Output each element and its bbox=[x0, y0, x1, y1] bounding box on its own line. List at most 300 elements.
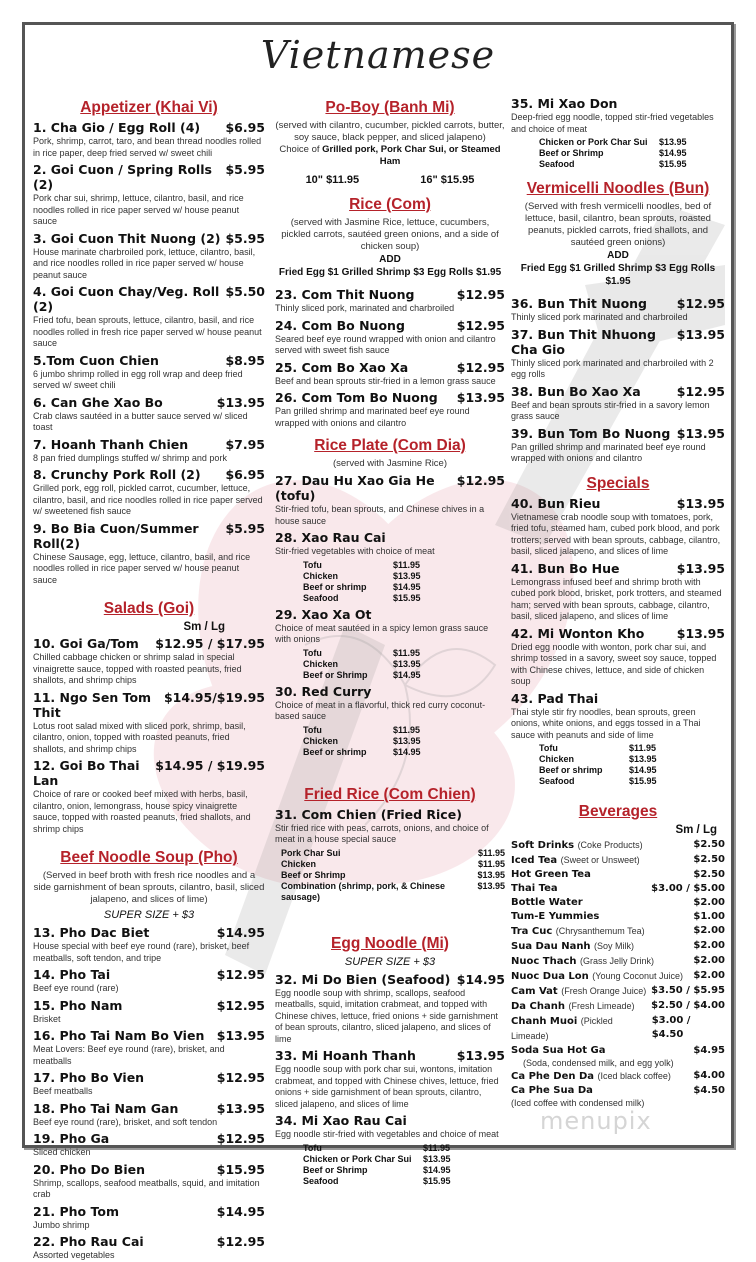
item-price: $13.95 bbox=[676, 495, 725, 511]
item-header bbox=[511, 496, 725, 511]
beverage-row bbox=[511, 969, 725, 984]
item-options bbox=[303, 648, 505, 681]
item-price: $12.95 bbox=[456, 287, 505, 302]
beverage-price: $4.00 bbox=[693, 1070, 725, 1081]
pho-super-size: SUPER SIZE + $3 bbox=[103, 909, 195, 921]
option-price: $15.95 bbox=[393, 592, 421, 603]
pho-list bbox=[33, 925, 265, 1262]
item-name: 5.Tom Cuon Chien bbox=[33, 352, 159, 368]
item-price: $12.95 bbox=[676, 296, 725, 311]
option-name: Beef or shrimp bbox=[539, 765, 603, 775]
beverage-name bbox=[511, 984, 646, 999]
menu-item bbox=[33, 998, 265, 1026]
menu-item bbox=[33, 1234, 265, 1262]
option-row bbox=[303, 736, 505, 747]
option-row bbox=[539, 743, 725, 754]
menu-item bbox=[33, 1070, 265, 1098]
rice-list bbox=[275, 287, 505, 429]
item-header bbox=[33, 925, 265, 940]
item-header bbox=[33, 1234, 265, 1249]
item-description: Shrimp, scallops, seafood meatballs, squid, and imitation crab bbox=[33, 1177, 260, 1199]
beverages-heading: Beverages bbox=[578, 803, 658, 820]
item-header bbox=[275, 1113, 505, 1128]
item-header bbox=[33, 437, 265, 452]
beverage-name bbox=[511, 1014, 652, 1044]
beverage-label: Chanh Muoi bbox=[511, 1016, 578, 1027]
item-options bbox=[539, 743, 725, 787]
menupix-watermark: menupix bbox=[540, 1107, 652, 1135]
egg-noodle-heading: Egg Noodle (Mi) bbox=[331, 934, 449, 952]
option-price: $14.95 bbox=[423, 1164, 451, 1175]
beverage-row bbox=[511, 984, 725, 999]
rice-plate-list bbox=[275, 473, 505, 758]
beverage-label: Ca Phe Den Da bbox=[511, 1071, 595, 1082]
option-price: $11.95 bbox=[393, 559, 421, 570]
item-price: $5.50 bbox=[225, 284, 265, 299]
poboy-size-10: 10" $11.95 bbox=[305, 174, 360, 186]
menu-item bbox=[275, 473, 505, 527]
item-price: $13.95 bbox=[216, 394, 265, 410]
option-price: $11.95 bbox=[393, 724, 421, 735]
poboy-note: (served with cilantro, cucumber, pickled carrots, butter, soy sauce, black pepper, and sliced jalapeno) bbox=[275, 120, 505, 143]
item-price: $6.95 bbox=[225, 120, 265, 135]
item-header bbox=[33, 1162, 265, 1177]
beverage-label: Soda Sua Hot Ga bbox=[511, 1045, 606, 1056]
option-price: $14.95 bbox=[393, 746, 421, 757]
item-price: $13.95 bbox=[676, 625, 725, 641]
option-row bbox=[281, 881, 505, 903]
menu-item bbox=[33, 162, 265, 228]
item-description: Thinly sliced pork marinated and charbroiled bbox=[511, 312, 688, 322]
menu-title: Vietnamese bbox=[260, 33, 496, 77]
item-description: Choice of rare or cooked beef mixed with herbs, basil, cilantro, onion, lemongrass, house spicy vinaigrette sauce, topped with roasted peanuts, fried shallots, and shrimp chips bbox=[33, 789, 251, 834]
menu-item bbox=[511, 96, 725, 170]
menu-item bbox=[33, 1101, 265, 1129]
beverage-price: $1.00 bbox=[693, 911, 725, 922]
item-description: 8 pan fried dumplings stuffed w/ shrimp and pork bbox=[33, 452, 227, 463]
item-name: 29. Xao Xa Ot bbox=[275, 606, 372, 622]
beverage-name bbox=[511, 838, 643, 853]
menu-item bbox=[275, 684, 505, 758]
beverage-row bbox=[511, 868, 725, 882]
menu-item bbox=[33, 636, 265, 687]
beverage-label: Sua Dau Nanh bbox=[511, 941, 591, 952]
item-description: Seared beef eye round wrapped with onion and cilantro served with sweet fish sauce bbox=[275, 333, 496, 355]
item-header bbox=[275, 360, 505, 375]
beverage-price: $2.00 bbox=[693, 940, 725, 951]
beverage-name bbox=[511, 939, 634, 954]
item-price: $15.95 bbox=[216, 1161, 265, 1177]
beverage-price: $2.50 / $4.00 bbox=[651, 1000, 725, 1011]
beverage-label: Soft Drinks bbox=[511, 840, 575, 851]
beverage-price: $2.00 bbox=[693, 955, 725, 966]
option-name: Combination (shrimp, pork, & Chinese sausage) bbox=[281, 880, 446, 902]
option-row bbox=[303, 1176, 505, 1187]
beverage-subtitle: (Sweet or Unsweet) bbox=[560, 855, 640, 865]
beverage-name bbox=[511, 1084, 593, 1098]
option-price: $13.95 bbox=[393, 570, 421, 581]
item-description: Stir-fried tofu, bean sprouts, and Chinese chives in a house sauce bbox=[275, 504, 485, 526]
option-price: $11.95 bbox=[477, 847, 505, 858]
item-header bbox=[275, 530, 505, 545]
item-name: 14. Pho Tai bbox=[33, 967, 111, 982]
menu-item bbox=[33, 690, 265, 756]
option-row bbox=[303, 725, 505, 736]
item-header bbox=[511, 384, 725, 399]
item-header bbox=[33, 1204, 265, 1219]
poboy-choice-prefix: Choice of bbox=[279, 144, 323, 155]
option-name: Beef or Shrimp bbox=[303, 1164, 368, 1175]
item-price: $5.95 bbox=[225, 162, 265, 177]
vermicelli-add-label: ADD bbox=[607, 250, 629, 261]
item-description: Jumbo shrimp bbox=[33, 1219, 90, 1230]
vermicelli-list bbox=[511, 296, 725, 465]
item-description: Beef and bean sprouts stir-fried in a savory lemon grass sauce bbox=[511, 399, 710, 421]
item-name: 27. Dau Hu Xao Gia He (tofu) bbox=[275, 473, 435, 503]
beverage-subtitle: (Soy Milk) bbox=[594, 941, 635, 951]
item-price: $12.95 bbox=[456, 317, 505, 333]
beverage-row bbox=[511, 910, 725, 924]
item-description: Pan grilled shrimp and marinated beef eye round wrapped with onions and cilantro bbox=[275, 406, 470, 428]
item-header bbox=[33, 1028, 265, 1043]
option-price: $11.95 bbox=[629, 743, 657, 753]
option-name: Beef or Shrimp bbox=[303, 669, 368, 680]
option-row bbox=[539, 776, 725, 787]
option-row bbox=[303, 593, 505, 604]
menu-item bbox=[33, 395, 265, 434]
item-name: 4. Goi Cuon Chay/Veg. Roll (2) bbox=[33, 284, 220, 314]
item-name: 17. Pho Bo Vien bbox=[33, 1070, 145, 1085]
poboy-size-16: 16" $15.95 bbox=[420, 174, 475, 186]
menu-item bbox=[275, 1113, 505, 1187]
item-description: Egg noodle soup with shrimp, scallops, seafood meatballs, squid, imitation crabmeat, and topped with Chinese chives, lettuce, fried onions + side garnishment of bean sprouts, cilantro, sliced jalapeno, and slices of lime bbox=[275, 987, 498, 1044]
column-middle bbox=[275, 93, 505, 1187]
item-name: 9. Bo Bia Cuon/Summer Roll(2) bbox=[33, 520, 199, 551]
item-name: 39. Bun Tom Bo Nuong bbox=[511, 425, 671, 441]
item-header bbox=[511, 561, 725, 576]
item-header bbox=[33, 636, 265, 651]
option-price: $13.95 bbox=[629, 754, 657, 764]
option-row bbox=[303, 571, 505, 582]
item-description: Egg noodle soup with pork char sui, wontons, imitation crabmeat, and topped with Chinese chives, lettuce, fried onions + side garnishment of bean sprouts, cilantro, sliced jalapeno, and slices of lime bbox=[275, 1064, 499, 1109]
item-name: 21. Pho Tom bbox=[33, 1203, 119, 1219]
item-header bbox=[275, 607, 505, 622]
item-description: Thai style stir fry noodles, bean sprouts, green onions, white onions, and eggs tossed in a Thai sauce with peanuts and side of lime bbox=[511, 706, 701, 740]
item-price: $14.95 bbox=[216, 1203, 265, 1219]
item-name: 25. Com Bo Xao Xa bbox=[275, 359, 409, 375]
menu-item bbox=[275, 530, 505, 604]
option-row bbox=[303, 560, 505, 571]
item-name: 33. Mi Hoanh Thanh bbox=[275, 1048, 416, 1063]
menu-item bbox=[511, 426, 725, 465]
beverage-label: Da Chanh bbox=[511, 1001, 565, 1012]
option-name: Tofu bbox=[303, 559, 322, 570]
beverage-row bbox=[511, 1044, 725, 1058]
item-price: $14.95 bbox=[456, 971, 505, 987]
option-name: Tofu bbox=[303, 1142, 322, 1153]
option-name: Tofu bbox=[303, 647, 322, 658]
item-price: $12.95 / $17.95 bbox=[155, 636, 265, 651]
vermicelli-heading: Vermicelli Noodles (Bun) bbox=[526, 180, 710, 197]
item-price: $13.95 bbox=[456, 1048, 505, 1063]
beverage-label: Thai Tea bbox=[511, 883, 558, 894]
beverage-price: $2.00 bbox=[693, 970, 725, 981]
option-price: $13.95 bbox=[477, 869, 505, 880]
item-description: House marinate charbroiled pork, lettuce, cilantro, basil, and rice noodles rolled in rice paper served w/ house peanut sauce bbox=[33, 246, 256, 280]
item-header bbox=[33, 395, 265, 410]
option-price: $13.95 bbox=[477, 880, 505, 891]
option-price: $14.95 bbox=[629, 765, 657, 775]
item-price: $14.95/$19.95 bbox=[163, 689, 265, 705]
item-description: Assorted vegetables bbox=[33, 1250, 115, 1260]
rice-add-label: ADD bbox=[379, 254, 401, 265]
menu-item bbox=[33, 353, 265, 392]
item-header bbox=[33, 967, 265, 982]
item-name: 16. Pho Tai Nam Bo Vien bbox=[33, 1028, 205, 1043]
item-description: House special with beef eye round (rare), brisket, beef meatballs, soft tendon, and tripe bbox=[33, 941, 250, 963]
menu-item bbox=[33, 925, 265, 964]
option-name: Beef or shrimp bbox=[303, 581, 367, 592]
menu-item bbox=[511, 561, 725, 623]
menu-item bbox=[275, 360, 505, 388]
item-name: 28. Xao Rau Cai bbox=[275, 530, 386, 545]
item-header bbox=[511, 296, 725, 311]
beverage-row bbox=[511, 838, 725, 853]
menu-item bbox=[511, 296, 725, 324]
option-row bbox=[539, 754, 725, 765]
beverage-label: Ca Phe Sua Da bbox=[511, 1085, 593, 1096]
item-description: Pork char sui, shrimp, lettuce, cilantro, basil, and rice noodles rolled in rice paper served w/ house peanut sauce bbox=[33, 193, 244, 226]
specials-list bbox=[511, 496, 725, 788]
item-header bbox=[275, 684, 505, 699]
option-row bbox=[303, 648, 505, 659]
menu-item bbox=[511, 691, 725, 788]
option-name: Chicken or Pork Char Sui bbox=[303, 1153, 412, 1164]
menu-item bbox=[33, 758, 265, 835]
item-description: Pork, shrimp, carrot, taro, and bean thread noodles rolled in rice paper, deep fried served w/ sweet chili bbox=[33, 136, 262, 158]
item-header bbox=[33, 521, 265, 551]
beverage-label: Tra Cuc bbox=[511, 926, 553, 937]
option-name: Pork Char Sui bbox=[281, 847, 341, 858]
option-price: $14.95 bbox=[659, 148, 687, 158]
egg-noodle-list bbox=[275, 972, 505, 1187]
beverages-size-header: Sm / Lg bbox=[675, 824, 717, 836]
item-name: 3. Goi Cuon Thit Nuong (2) bbox=[33, 230, 221, 246]
item-price: $12.95 bbox=[456, 473, 505, 488]
item-description: 6 jumbo shrimp rolled in egg roll wrap and deep fried served w/ sweet chili bbox=[33, 368, 243, 390]
beverage-subtitle: (Chrysanthemum Tea) bbox=[555, 926, 645, 936]
item-description: Chinese Sausage, egg, lettuce, cilantro, basil, and rice noodles rolled in rice paper served w/ house peanut sauce bbox=[33, 551, 251, 585]
item-header bbox=[275, 1048, 505, 1063]
item-header bbox=[511, 96, 725, 111]
menu-item bbox=[33, 284, 265, 350]
option-price: $15.95 bbox=[423, 1175, 451, 1186]
item-price: $12.95 bbox=[676, 383, 725, 399]
beverage-name bbox=[511, 1044, 605, 1058]
item-name: 2. Goi Cuon / Spring Rolls (2) bbox=[33, 162, 212, 192]
vermicelli-add-items: Fried Egg $1 Grilled Shrimp $3 Egg Rolls $1.95 bbox=[520, 263, 716, 287]
item-description: Grilled pork, egg roll, pickled carrot, cucumber, lettuce, cilantro, basil, and rice noodles rolled in rice paper served w/ sweetened fish sauce bbox=[33, 483, 263, 516]
item-price: $12.95 bbox=[456, 359, 505, 375]
menu-item bbox=[275, 972, 505, 1046]
beverage-subtitle: (Iced black coffee) bbox=[597, 1071, 671, 1081]
beverage-row bbox=[511, 896, 725, 910]
beverage-row bbox=[511, 999, 725, 1014]
item-name: 35. Mi Xao Don bbox=[511, 96, 618, 111]
item-description: Choice of meat sautéed in a spicy lemon grass sauce with onions bbox=[275, 622, 489, 644]
menu-item bbox=[275, 287, 505, 315]
item-header bbox=[33, 998, 265, 1013]
poboy-choice bbox=[275, 144, 505, 168]
option-row bbox=[539, 765, 725, 776]
item-price: $13.95 bbox=[456, 390, 505, 405]
beverage-price: $4.50 bbox=[693, 1085, 725, 1096]
appetizer-list bbox=[33, 120, 265, 586]
item-description: Chilled cabbage chicken or shrimp salad in special vinaigrette sauce, topped with roasted peanuts, fried shallots, and shrimp chips bbox=[33, 652, 242, 685]
item-description: Meat Lovers: Beef eye round (rare), brisket, and meatballs bbox=[33, 1044, 225, 1066]
beverage-label: Tum-E Yummies bbox=[511, 911, 600, 922]
item-name: 12. Goi Bo Thai Lan bbox=[33, 758, 140, 788]
beverage-row bbox=[511, 924, 725, 939]
item-name: 24. Com Bo Nuong bbox=[275, 317, 405, 333]
beverage-price: $2.50 bbox=[693, 869, 725, 880]
beverage-row bbox=[511, 882, 725, 896]
fried-rice-heading: Fried Rice (Com Chien) bbox=[304, 785, 476, 803]
item-description: Fried tofu, bean sprouts, lettuce, cilantro, basil, and rice noodles rolled in fresh rice paper served w/ house peanut sauce bbox=[33, 315, 262, 348]
item-name: 11. Ngo Sen Tom Thit bbox=[33, 689, 152, 720]
appetizer-heading: Appetizer (Khai Vi) bbox=[80, 99, 218, 116]
item-name: 13. Pho Dac Biet bbox=[33, 925, 150, 940]
beverage-subtitle: (Grass Jelly Drink) bbox=[580, 956, 655, 966]
item-description: Pan grilled shrimp and marinated beef eye round wrapped with onions and cilantro bbox=[511, 441, 706, 463]
beverage-subtitle: (Young Coconut Juice) bbox=[592, 971, 683, 981]
option-row bbox=[303, 747, 505, 758]
menu-item bbox=[511, 327, 725, 381]
item-name: 34. Mi Xao Rau Cai bbox=[275, 1113, 407, 1128]
item-description: Vietnamese crab noodle soup with tomatoes, pork, fried tofu, steamed ham, cubed pork blood, and pork trotters; served with bean sprouts, cabbage, cilantro, basil, sliced jalapeno, and slices of lime bbox=[511, 511, 721, 556]
beverage-subtitle: (Pickled Limeade) bbox=[511, 1016, 613, 1041]
item-price: $12.95 bbox=[216, 997, 265, 1013]
rice-plate-note: (served with Jasmine Rice) bbox=[332, 458, 448, 469]
menu-item bbox=[511, 626, 725, 688]
egg-noodle-super-size: SUPER SIZE + $3 bbox=[344, 955, 436, 968]
item-price: $13.95 bbox=[676, 560, 725, 576]
option-price: $15.95 bbox=[629, 776, 657, 786]
rice-heading: Rice (Com) bbox=[349, 196, 431, 213]
item-name: 10. Goi Ga/Tom bbox=[33, 636, 139, 651]
item-description: Dried egg noodle with wonton, pork char sui, and shrimp tossed in a savory, sweet soy sauce, topped with Chinese chives, lettuce, and side of chicken soup bbox=[511, 641, 717, 686]
beverage-name bbox=[511, 910, 599, 924]
option-row bbox=[303, 659, 505, 670]
option-price: $11.95 bbox=[393, 647, 421, 658]
salads-heading: Salads (Goi) bbox=[103, 600, 195, 617]
option-row bbox=[303, 1165, 505, 1176]
item-price: $6.95 bbox=[225, 467, 265, 482]
beverage-price: $2.00 bbox=[693, 925, 725, 936]
item-price: $13.95 bbox=[676, 425, 725, 441]
item-name: 8. Crunchy Pork Roll (2) bbox=[33, 467, 201, 482]
item-price: $13.95 bbox=[676, 326, 725, 342]
rice-note: (served with Jasmine Rice, lettuce, cucumbers, pickled carrots, sautéed green onions, and a side of chicken soup) bbox=[281, 217, 499, 252]
option-name: Seafood bbox=[303, 592, 339, 603]
item-name: 15. Pho Nam bbox=[33, 997, 123, 1013]
item-header bbox=[511, 327, 725, 357]
option-name: Seafood bbox=[303, 1175, 339, 1186]
beverage-row bbox=[511, 1014, 725, 1044]
item-description: Lemongrass infused beef and shrimp broth with cubed pork blood, brisket, pork trotters, and steamed ham; served with bean sprouts, cabbage, cilantro, basil, sliced jalapeno, and slices of lime bbox=[511, 576, 722, 621]
option-row bbox=[303, 670, 505, 681]
item-description: Stir-fried vegetables with choice of meat bbox=[275, 546, 435, 556]
beverage-row bbox=[511, 853, 725, 868]
option-price: $13.95 bbox=[393, 735, 421, 746]
item-description: Stir fried rice with peas, carrots, onions, and choice of meat in a house special sauce bbox=[275, 822, 489, 844]
item-name: 19. Pho Ga bbox=[33, 1131, 110, 1146]
item-name: 31. Com Chien (Fried Rice) bbox=[275, 806, 462, 822]
item-options bbox=[303, 560, 505, 604]
item-price: $14.95 / $19.95 bbox=[155, 758, 265, 773]
beverage-price: $2.50 bbox=[693, 839, 725, 850]
item-header bbox=[275, 287, 505, 302]
menu-item bbox=[275, 390, 505, 429]
beverage-row bbox=[511, 1084, 725, 1098]
option-price: $14.95 bbox=[393, 669, 421, 680]
rice-plate-heading: Rice Plate (Com Dia) bbox=[314, 437, 466, 454]
option-price: $15.95 bbox=[659, 159, 687, 169]
poboy-heading: Po-Boy (Banh Mi) bbox=[325, 99, 455, 116]
item-name: 40. Bun Rieu bbox=[511, 495, 601, 511]
menu-item bbox=[33, 1204, 265, 1232]
rice-add-items: Fried Egg $1 Grilled Shrimp $3 Egg Rolls $1.95 bbox=[278, 267, 502, 278]
menu-item bbox=[511, 496, 725, 558]
beverage-price: $3.00 / $4.50 bbox=[651, 1015, 691, 1040]
item-name: 23. Com Thit Nuong bbox=[275, 287, 415, 302]
beverage-label: Nuoc Thach bbox=[511, 956, 577, 967]
item-price: $12.95 bbox=[216, 967, 265, 982]
option-row bbox=[539, 159, 725, 170]
column-left bbox=[33, 93, 265, 1262]
item-options bbox=[281, 848, 505, 903]
item-name: 6. Can Ghe Xao Bo bbox=[33, 394, 163, 410]
item-description: Brisket bbox=[33, 1013, 61, 1024]
item-price: $5.95 bbox=[225, 230, 265, 246]
menu-item bbox=[33, 1162, 265, 1201]
beverage-name bbox=[511, 954, 654, 969]
menu-item bbox=[33, 231, 265, 282]
item-header bbox=[33, 120, 265, 135]
option-name: Chicken bbox=[539, 754, 575, 764]
item-name: 32. Mi Do Bien (Seafood) bbox=[275, 971, 451, 987]
item-price: $12.95 bbox=[216, 1131, 265, 1146]
item-name: 36. Bun Thit Nuong bbox=[511, 296, 648, 311]
item-description: Beef eye round (rare), brisket, and soft tendon bbox=[33, 1116, 218, 1127]
beverage-price: $4.95 bbox=[693, 1045, 725, 1056]
option-price: $13.95 bbox=[393, 658, 421, 669]
beverages-list bbox=[511, 838, 725, 1109]
beverage-name bbox=[511, 868, 591, 882]
beverage-price: $2.00 bbox=[693, 897, 725, 908]
item-header bbox=[275, 807, 505, 822]
beverage-name bbox=[511, 924, 645, 939]
item-name: 7. Hoanh Thanh Chien bbox=[33, 436, 189, 452]
item-description: Lotus root salad mixed with sliced pork, shrimp, basil, cilantro, onion, topped with roasted peanuts, fried shallots, and shrimp chips bbox=[33, 720, 246, 754]
item-name: 42. Mi Wonton Kho bbox=[511, 625, 645, 641]
item-name: 41. Bun Bo Hue bbox=[511, 560, 620, 576]
option-price: $13.95 bbox=[659, 137, 687, 147]
menu-item bbox=[275, 318, 505, 357]
beverage-row bbox=[511, 1069, 725, 1084]
vermicelli-note: (Served with fresh vermicelli noodles, bed of lettuce, basil, cilantro, bean sprouts, roasted peanuts, pickled carrots, fried shallots, and sautéed green onions) bbox=[524, 201, 712, 248]
item-header bbox=[33, 467, 265, 482]
